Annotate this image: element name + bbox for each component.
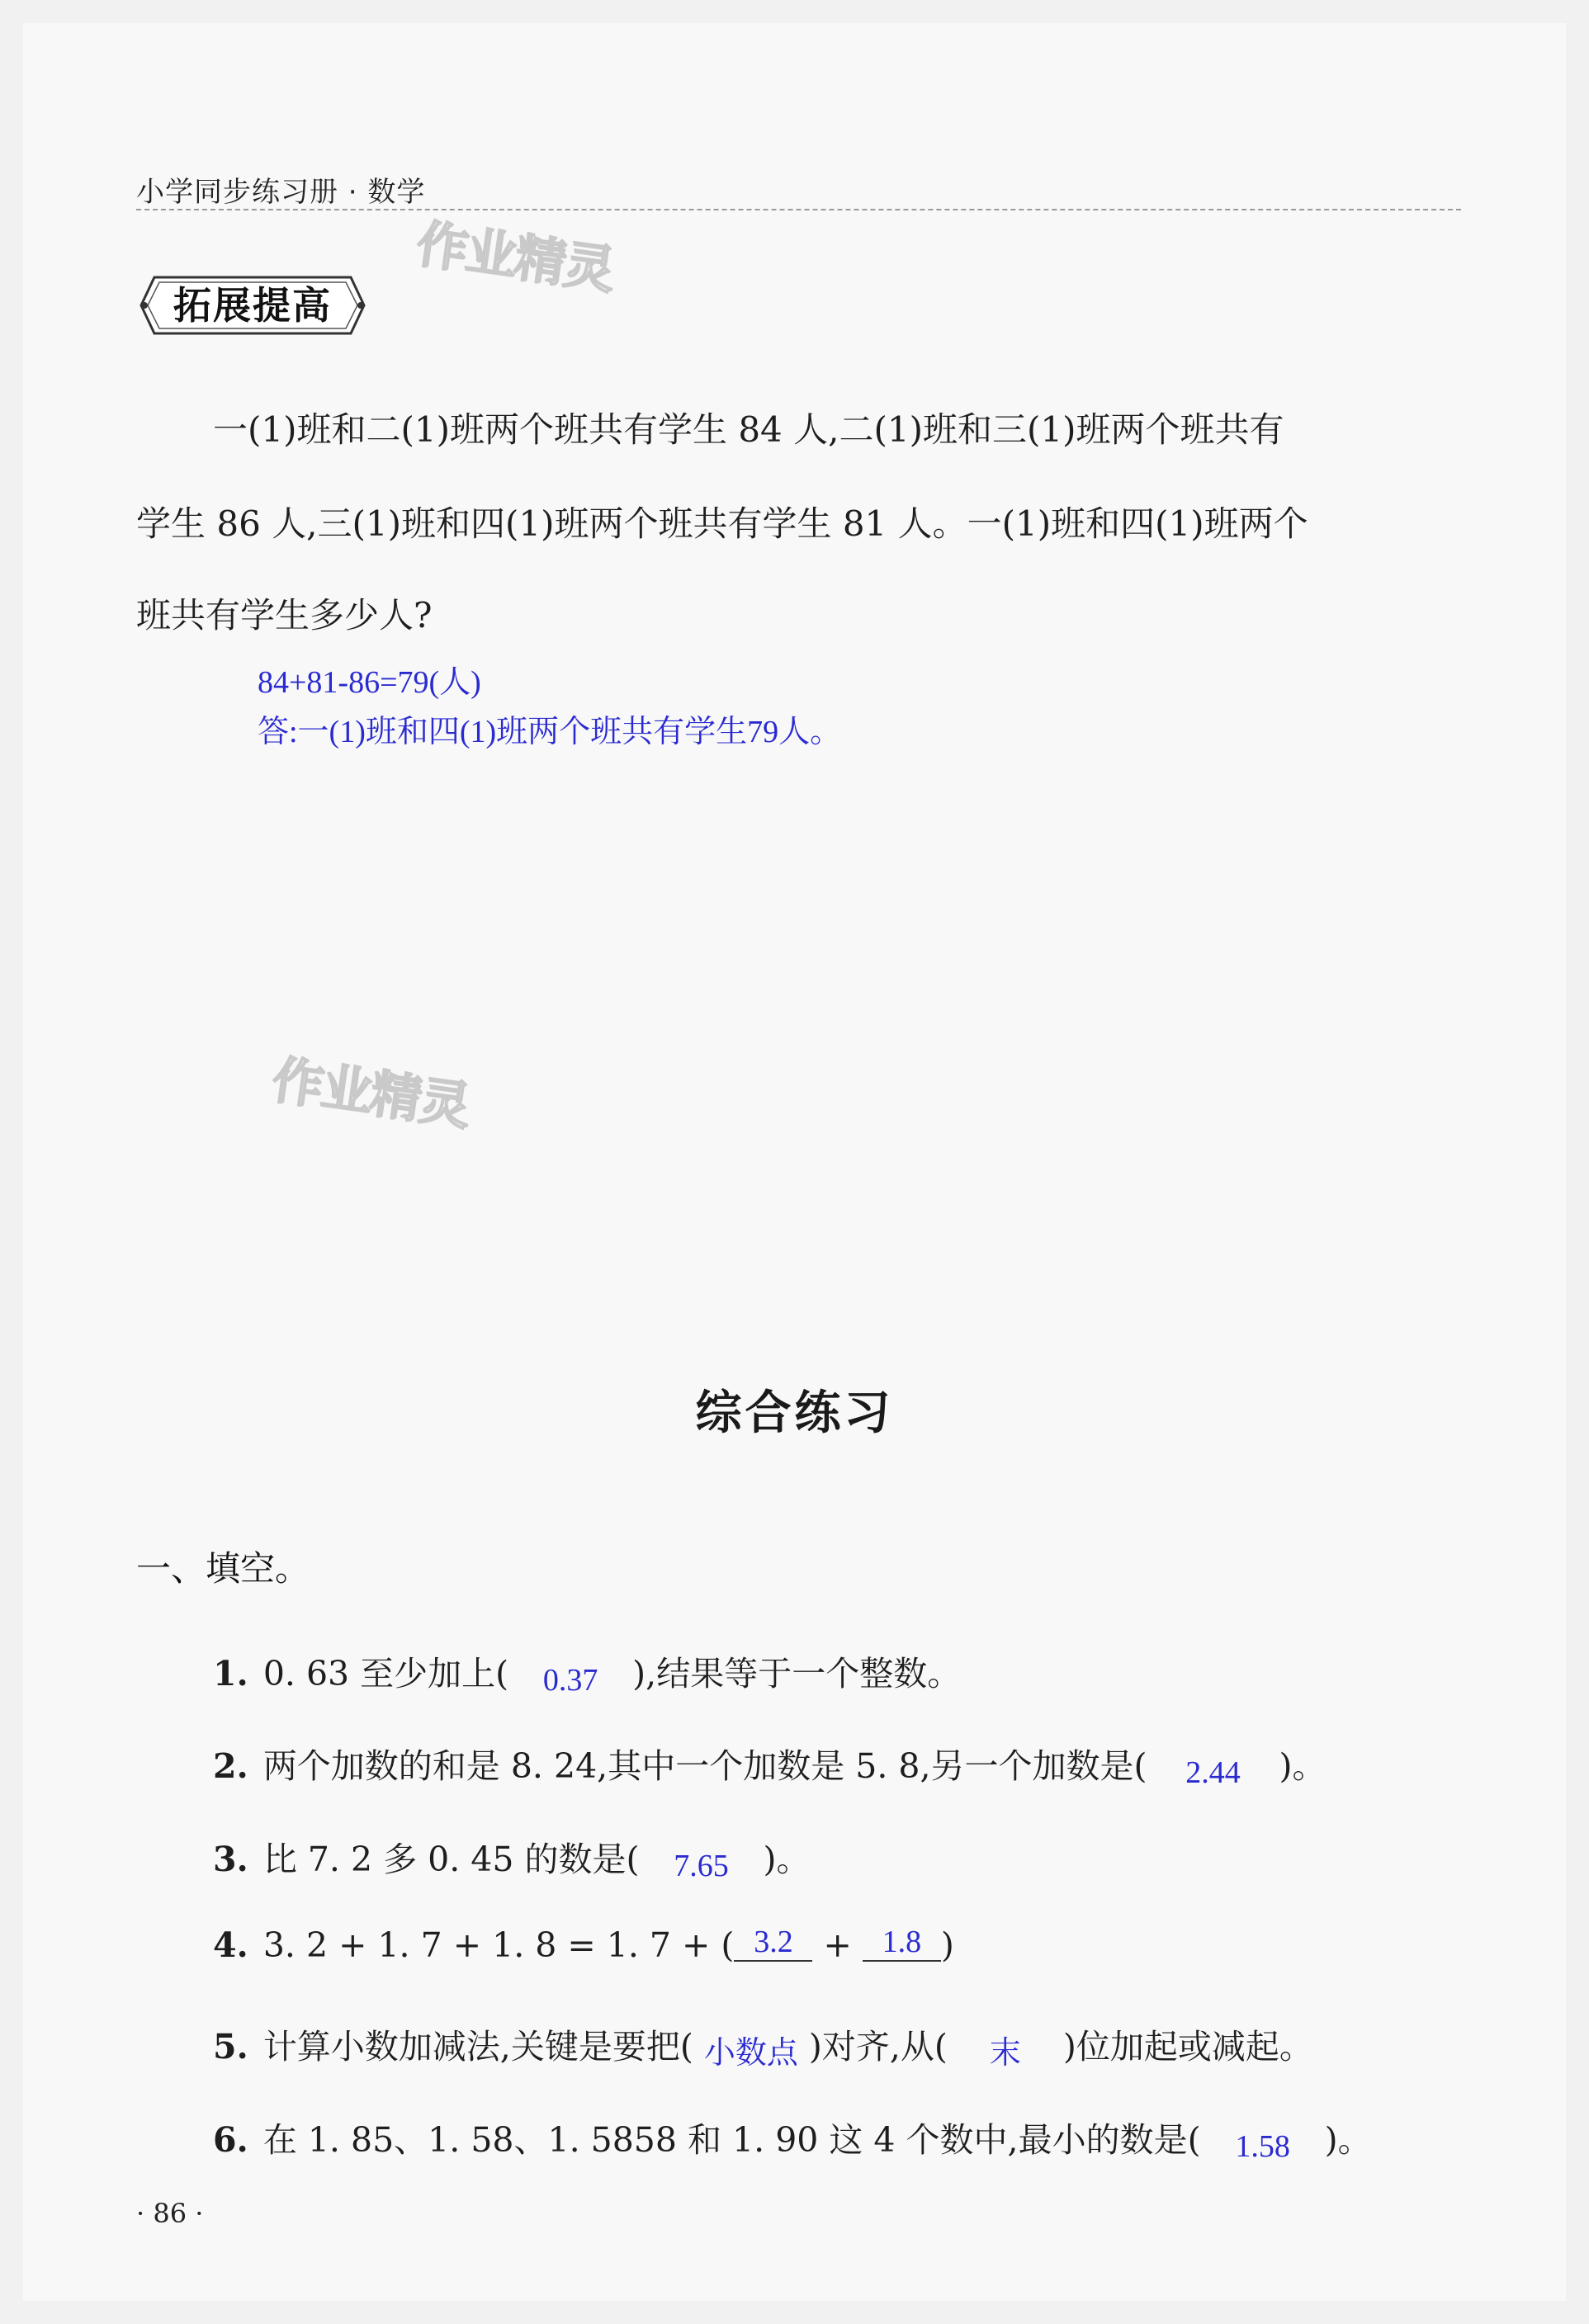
- question-text: 两个加数的和是 8. 24,其中一个加数是 5. 8,另一个加数是(: [262, 1746, 1147, 1786]
- watermark: 作业精灵: [413, 213, 618, 301]
- answer-fill: 2.44: [1185, 1755, 1241, 1790]
- question-item: [213, 1739, 1327, 1788]
- question-item: [213, 1925, 954, 1967]
- question-number: 5.: [213, 2027, 248, 2067]
- problem-text-line: 学生 86 人,三(1)班和四(1)班两个班共有学生 81 人。一(1)班和四(1)班两个: [136, 503, 1308, 544]
- question-number: 2.: [213, 1746, 248, 1786]
- answer-fill: 7.65: [674, 1849, 729, 1883]
- question-text: )。: [1279, 1746, 1327, 1786]
- question-text: )。: [763, 1840, 811, 1879]
- question-text: +: [812, 1925, 863, 1965]
- handwritten-answer: 答:一(1)班和四(1)班两个班共有学生79人。: [258, 715, 842, 749]
- answer-fill: 0.37: [542, 1663, 598, 1698]
- question-heading: 一、填空。: [136, 1548, 310, 1589]
- question-text: 0. 63 至少加上(: [262, 1654, 509, 1693]
- question-text: )。: [1324, 2120, 1372, 2160]
- question-number: 6.: [213, 2120, 248, 2160]
- question-text: 计算小数加减法,关键是要把(: [262, 2027, 693, 2067]
- page-number: · 86 ·: [136, 2198, 204, 2229]
- problem-text-line: 一(1)班和二(1)班两个班共有学生 84 人,二(1)班和三(1)班两个班共有: [213, 409, 1284, 450]
- question-item: [213, 2019, 1313, 2071]
- question-item: [213, 1832, 811, 1881]
- problem-text-line: 班共有学生多少人?: [136, 595, 433, 635]
- answer-fill: 小数点: [703, 2036, 798, 2071]
- question-item: [213, 1646, 962, 1698]
- question-number: 3.: [213, 1840, 248, 1879]
- header-divider: [136, 209, 1461, 210]
- book-header: 小学同步练习册 · 数学: [136, 176, 426, 209]
- question-number: 4.: [213, 1925, 248, 1965]
- watermark: 作业精灵: [268, 1049, 474, 1137]
- handwritten-answer: 84+81-86=79(人): [258, 665, 481, 700]
- answer-fill: 1.58: [1235, 2129, 1290, 2164]
- answer-fill: 末: [989, 2036, 1021, 2071]
- question-text: )位加起或减起。: [1062, 2027, 1313, 2067]
- question-text: ),结果等于一个整数。: [632, 1654, 962, 1693]
- badge-label: 拓展提高: [173, 283, 332, 328]
- section-badge: [136, 272, 369, 338]
- question-text: 比 7. 2 多 0. 45 的数是(: [262, 1840, 640, 1879]
- question-text: ): [940, 1925, 954, 1965]
- question-number: 1.: [213, 1654, 248, 1693]
- question-text: 3. 2 + 1. 7 + 1. 8 = 1. 7 + (: [262, 1925, 735, 1965]
- question-text: 在 1. 85、1. 58、1. 5858 和 1. 90 这 4 个数中,最小的数是(: [262, 2120, 1201, 2160]
- answer-blank: 1.8: [863, 1924, 941, 1962]
- section-title: 综合练习: [695, 1386, 894, 1440]
- question-text: )对齐,从(: [808, 2027, 948, 2067]
- answer-blank: 3.2: [734, 1924, 812, 1962]
- question-item: [213, 2113, 1372, 2164]
